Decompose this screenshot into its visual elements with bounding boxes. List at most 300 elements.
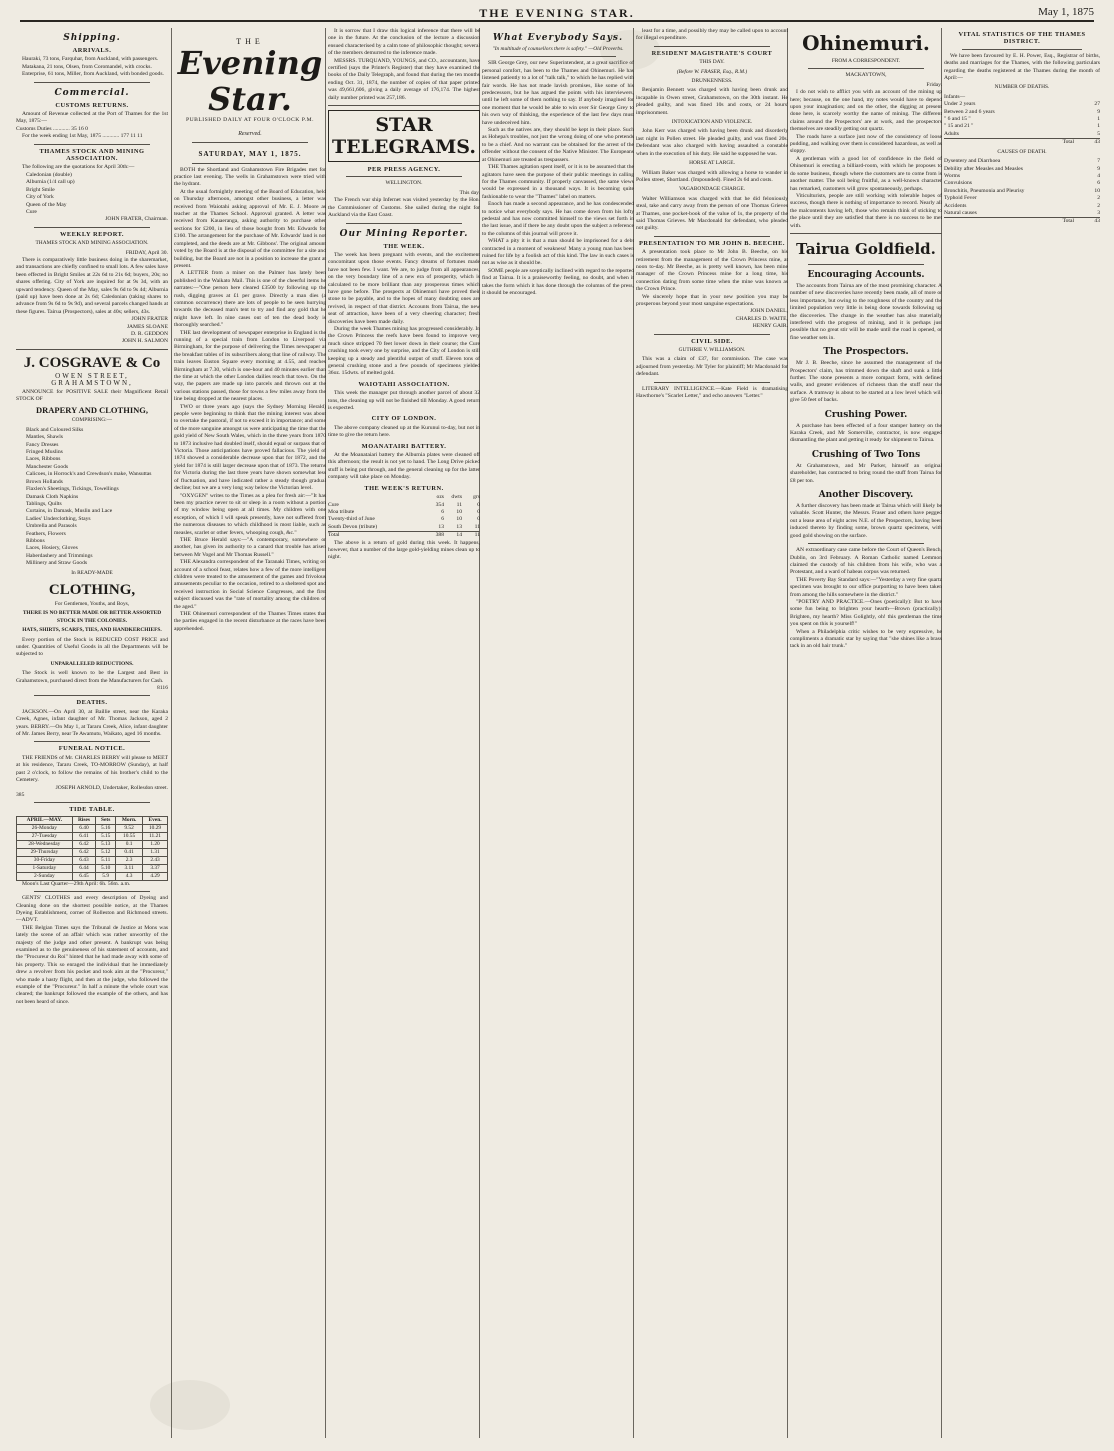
table-cell: 1-Saturday [17,864,73,872]
weekly-report-heading: WEEKLY REPORT. [59,230,125,238]
table-total: 388 [435,532,444,539]
table-cell: 29-Thursday [17,848,73,856]
week-text: During the week Thames mining has progressed considerably. In the Crown Princess the reefs have been found to improve very much since stripped 70 feet lower down in their course; the Cure crushing took every one by surprise, and the City of London is still keeping up a steady and plentiful output of stuff. Eleven tons of general crushing stone and a few pounds of specimens yielded 36oz. 15dwts. of melted gold. [328,325,480,377]
table-cell: 10 [456,516,462,523]
table-cell: Accidents [944,202,967,209]
press-agency: PER PRESS AGENCY. [367,166,441,174]
ohinemuri-text: A gentleman with a good lot of confidence in the field of Ohinemuri is erecting a billiard-room, with which he proposes to do some business, though where the customers are to come from is another matter. The soil being fruitful, as a well-known character has remarked, customers will grow spontaneously, perhaps. [790,155,942,192]
list-item: Calicoes, in Horrock's and Crewdson's make, Wansuttas [26,471,152,478]
table-cell: 1.20 [143,840,168,848]
encouraging-text: The accounts from Tairua are of the most promising character. A number of new discoveries have recently been made, all of more or less importance, but owing to the roughness of the country and the limited population very little is being done towards following up the discoveries. The change in the weather has also materially interfered with the progress of mining, and it is perhaps just possible that no great stir will be made until the road is opened, or fine weather sets in. [790,282,942,341]
news-paragraph: THE Alexandra correspondent of the Taranaki Times, writing on account of a school feast, relates how a few of the more intelligent children were treated to the amusement of the games and frivolous amusements peculiar to the occasion, retired to a sheltered spot and received instruction in Social Science Congresses, and the first subject discussed was the "rate of mortality among the children of the aged." [174,559,326,610]
belgian-times-story: THE Belgian Times says the Tribunal de Justice at Mons was lately the scene of an affair which was rather unworthy of the majesty of the judge and other present. A bankrupt was being examined as to the genuineness of his statement of accounts, and the "Procureur du Roi" hinted that he had made away with some of his property. This so enraged the individual that he immediately drew a revolver from his pocket and took aim at the "Procureur," who made a hasty flight, and then at the judge, who followed the example of the "Procureur." In half a minute the whole court was cleared; the bankrupt followed the example of the others, and has not been heard of since. [16,924,168,1005]
motto: "In multitude of counsellors there is safety." —Old Proverbs. [492,46,624,52]
list-item: Laces, Ribbons [26,456,61,463]
list-item: Curtains, in Damask, Muslin and Lace [26,508,113,515]
table-cell: 0 [477,501,480,508]
cosgrave-reduced: Every portion of the Stock is REDUCED COST PRICE and under. Quantities of Useful Goods in all the Departments will be subjected to [16,636,168,658]
table-row [17,856,168,864]
paper-stain [600,30,660,70]
table-cell: Bronchitis, Pneumonia and Pleurisy [944,187,1025,194]
customs-line: Customs Duties ............ 35 16 0 [16,125,88,132]
weeks-return-heading: THE WEEK'S RETURN. [364,484,444,492]
table-cell: 9 [1097,165,1100,172]
table-cell: Cure [328,501,339,508]
table-cell: 0 [477,508,480,515]
table-header: dwts [451,494,462,501]
column-divider [171,28,172,1438]
table-total: 14 [456,532,462,539]
civil-text: This was a claim of £37, for commission. The case was adjourned from yesterday. Mr Tyler for plaintiff; Mr Macdonald for defendant. [636,356,788,378]
table-cell: 11.21 [143,832,168,840]
table-cell: 0 [477,516,480,523]
weekly-report-sub: THAMES STOCK AND MINING ASSOCIATION. [35,240,149,247]
news-paragraph: THE last development of newspaper enterprise in England is the running of a special train from London to Liverpool via Birmingham, for the purpose of delivering the Times newspaper at the breakfast tables of its subscribers along that line of railway. The train leaves Euston Square every morning at 4.55, and reaches Birmingham at 7.30, which is one-hour and 40 minutes earlier than the time at which the other London dailies reach that town. On the way, the papers are made up into parcels and thrown out at the various stations passed, those for towns a few miles away from the line being dropped at the nearest places. [174,329,326,403]
column-3 [328,28,480,1443]
table-cell: 2 [1097,195,1100,202]
signer: JOHN DANIEL, [750,308,788,315]
news-paragraph: SIR George Grey, our new Superintendent, at a great sacrifice of personal comfort, has been to the Thames and Ohinemuri. He has listened patiently to a lot of "talk talk," to which he has replied with fair words. He has not made lavish promises, like some of his predecessors, but he has argued the points with his interviewers, until he left some of them nothing to say. If anybody imagined for one moment that he would be able to win over Sir George Grey to his own way of thinking, the experience of the last few days must have undeceived him. [482,60,634,126]
table-cell: 5.12 [96,848,116,856]
cosgrave-ready: In READY-MADE [71,569,113,576]
table-cell: 6 [441,516,444,523]
news-paragraph: SOME people are sceptically inclined with regard to the reported find at Tairua. It is a praiseworthy feeling, no doubt, and when it takes the form which it has done through the columns of the press, it should be encouraged. [482,267,634,296]
the-week-heading: THE WEEK. [383,242,425,250]
table-cell: Adults [944,130,959,137]
presentation-signers [636,308,788,330]
another-discovery-heading: Another Discovery. [818,490,914,501]
commercial-heading: Commercial. [54,87,130,98]
news-paragraph: THE Poverty Bay Standard says:—"Yesterday a very fine quartz specimen was brought to our office purporting to have been taken from among the hills somewhere in the district." [790,576,942,598]
vagrant-text: Walter Williamson was charged with that he did feloniously steal, take and carry away from the person of one Thomas Grieves at Thames, one pocket-book of the value of 1s, the property of the said Thomas Grieves. Mr Macdonald for defendant, who pleaded not guilty. [636,195,788,232]
news-paragraph: At the usual fortnightly meeting of the Board of Education, held on Thursday afternoon, amongst other business, a letter was received from Waiotahi asking approval of Mr. E. J. Moore as teacher at the Thames School. Approval granted. A letter was received from Kauaeranga, asking authority to purchase other sections for £200, in lieu of those bought from Mr. Edwards for £160. The arrangement for the purchase of Mr. Edwards' land is not completed, and the deeds are at Mr. Gibbons'. The original amount voted by the Board is at the disposal of the committee for a site and building, but the Board are not in a position to increase the grant at present. [174,188,326,269]
page-header-title: THE EVENING STAR. [479,6,635,20]
table-cell: Typhoid Fever [944,195,977,202]
civil-case: GUTHRIE V. WILLIAMSON. [678,347,746,354]
list-item: Laces, Hosiery, Gloves [26,545,78,552]
vital-statistics-heading: VITAL STATISTICS OF THE THAMES DISTRICT. [958,31,1086,46]
table-cell: 2.3 [116,856,143,864]
table-cell: 6 [1097,180,1100,187]
week-text: The week has been pregnant with events, and the excitement concomitant upon those events. Fancy dreams of fortunes made have not been few. I want. We are, to judge from all appearances, on the very boundary line of a new era of prosperity, which is calculated to be more brilliant than any prosperous times which have gone before. The prospects at Ohinemuri have proved their stone to be payable, and to the hopes of many doubting ones are revived, in respect of that district. Accounts from Tairua, the new seat of attraction, have been of a very cheering character; fresh discoveries have been made daily. [328,251,480,325]
table-row [944,109,1100,116]
star-telegrams-heading: STAR TELEGRAMS. [328,110,480,162]
arrival-item: Enterprise, 61 tons, Miller, from Auckland, with bonded goods. [22,71,164,78]
page-header [20,6,1094,22]
customs-heading: CUSTOMS RETURNS. [55,101,129,109]
cosgrave-ad-drapery: DRAPERY AND CLOTHING, [35,405,149,416]
signer: CHARLES D. WAITE, [735,315,788,322]
table-cell: Natural causes [944,209,977,216]
tide-table [16,816,168,881]
court-heading: RESIDENT MAGISTRATE'S COURT [651,49,773,57]
table-header: grs [473,494,480,501]
deaths-table [944,101,1100,146]
table-cell: 1 [1097,123,1100,130]
table-cell: 4.3 [116,872,143,880]
list-item: Feathers, Flowers [26,530,66,537]
table-cell: 2-Sunday [17,872,73,880]
funeral-text: THE FRIENDS of Mr. CHARLES BERRY will please to MEET at his residence, Tararu Creek, TO-MORROW (Sunday), at half past 2 o'clock, to follow the remains of his brother's child to the Cemetery. [16,754,168,784]
cosgrave-unparalleled: UNPARALLELED REDUCTIONS. [50,660,134,667]
crushing-power-text: A purchase has been effected of a four stamper battery on the Karaka Creek, and Mr Somerville, contractor, is now engaged dismantling the plant and getting it ready for shipment to Tairua. [790,422,942,444]
table-cell: 0.41 [116,848,143,856]
ohinemuri-text: I do not wish to afflict you with an account of the mining up here; because, on the one hand, my notes would have to depend upon your imagination; and on the other, the digging at present done here, is scarcely worthy the name of mining. The different claims around the Prospectors' are at work, and the prospectors themselves are steadily getting out quartz. [790,89,942,133]
table-cell: 7 [1097,158,1100,165]
presentation-text: We sincerely hope that in your new position you may be prosperous beyond your most sanguine expectations. [636,293,788,307]
table-cell: " 15 and 21 " [944,123,974,130]
stock-row: Queen of the May [26,201,67,208]
ohinemuri-text: Viticulturists, people are still working with tolerable hopes of success, though there is nothing of importance to record. Nearly all the malcontents having left, those who remain think of sticking to the place until they are satisfied that there is no success to be met with. [790,192,942,229]
table-header [328,494,426,501]
table-cell: 5.11 [96,856,116,864]
list-item: Fringed Muslins [26,449,63,456]
tide-table-heading: TIDE TABLE. [69,806,115,814]
vital-statistics-intro: We have been favoured by E. H. Power, Esq., Registrar of births, deaths and marriages for the Thames, with the following particulars regarding the deaths registered at the Thames during the month of April:— [944,52,1100,82]
table-cell: Debility after Measles and Measles [944,165,1023,172]
table-cell: 27-Tuesday [17,832,73,840]
causes-heading: CAUSES OF DEATH. [997,148,1047,155]
two-tons-heading: Crushing of Two Tons [811,449,921,460]
table-cell: Between 2 and 6 years [944,108,995,115]
court-this-day: THIS DAY. [699,59,725,66]
table-row [17,840,168,848]
table-cell: 13 [456,523,462,530]
cosgrave-ad-address: OWEN STREET, GRAHAMSTOWN, [51,371,133,388]
table-cell: South Devon (tribute) [328,523,378,530]
customs-text: Amount of Revenue collected at the Port of Thames for the 1st May, 1875:— [16,111,168,125]
wellington-this-day: This day. [459,189,480,196]
drunkenness-heading: DRUNKENNESS. [691,78,733,85]
news-paragraph: least for a time, and possibly they may be called upon to account for illegal expenditure. [636,28,788,42]
list-item: Black and Coloured Silks [26,426,84,433]
page-header-date: May 1, 1875 [1038,6,1094,18]
table-cell: 27 [1094,101,1100,108]
table-total: 43 [1094,218,1100,225]
table-row [944,180,1100,187]
prospectors-text: Mr J. B. Beeche, since he assumed the management of the Prospectors' claim, has trimmed down the shaft and sunk a little further. The stone presents a more compact form, with defined walls, and greater evidences of richness than the stuff near the surface. A tramway is about to be started at a low level which will give 50 feet of backs. [790,360,942,404]
cosgrave-ad-comprising: COMPRISING:— [71,417,113,424]
news-paragraph: It is sorrow that I draw this logical inference that there will be one in the future. At the conclusion of the lecture a discussion ensued characterised by a calm tone of philosophic thought; several of the members demurred to the inference made. [328,28,480,57]
returns-note: The above is a return of gold during this week. It happens, however, that a number of the large gold-yielding mines clean up to night. [328,539,480,561]
arrivals-heading: ARRIVALS. [72,47,112,54]
masthead-block [174,38,326,138]
table-cell: 1 [1097,116,1100,123]
table-cell: 10 [1094,187,1100,194]
list-item: Mantles, Shawls [26,434,63,441]
list-item: Ribbons [26,537,45,544]
table-cell: 5.16 [96,824,116,832]
list-item: Damask Cloth Napkins [26,493,79,500]
table-cell: 2 [1097,202,1100,209]
column-4 [482,28,634,1443]
weekly-signers [16,316,168,346]
table-row [17,848,168,856]
table-row [944,195,1100,202]
table-total: Total [328,532,340,539]
tide-moon: Moon's Last Quarter—29th April: 6h. 56m. a.m. [22,880,131,887]
table-row [944,158,1100,165]
stock-row: Alburnia (1/4 call up) [26,179,75,186]
another-discovery-text: A further discovery has been made at Tairua which will likely be valuable. Scott Hunter, the Messrs. Fraser and others have pegged out a lease area of eight acres N.E. of the Prospectors, having been induced thereto by finding some, brown quartz specimens, with good gold showing on the surface. [790,503,942,539]
table-cell: 26-Monday [17,824,73,832]
list-item: Fancy Dresses [26,441,59,448]
signer: HENRY GAIR. [752,323,788,330]
presentation-heading: PRESENTATION TO MR JOHN B. BEECHE. [639,239,785,247]
cosgrave-hats: HATS, SHIRTS, SCARFS, TIES, AND HANDKERCHIEFS. [22,627,162,634]
table-header: ozs [436,494,444,501]
weekly-report-date: FRIDAY, April 30. [125,249,168,256]
table-cell: 5.9 [96,872,116,880]
table-row [944,166,1100,173]
table-row [328,516,480,523]
news-paragraph: Such as the natives are, they should be kept in their place. Such as Hohepa's troubles, not just the wrong doing of one who pretends to be a chief. And no warrant can be obtained for the arrest of the offender without the consent of the Native Minister. The Europeans at Ohinemuri are treated as trespassers. [482,127,634,163]
table-cell: Dysentery and Diarrhoea [944,158,1001,165]
table-total: Total [1062,139,1074,146]
stock-row: Cure [26,208,37,215]
news-paragraph: "POETRY AND PRACTICE.—Ones (poetically): But to have some fun being to brighten your hearth—Brown (practically): Brighten, my hearth? Miss Golightly, oh! this gentleman the time you spent on this is yourself!" [790,598,942,628]
table-cell: 5 [1097,130,1100,137]
table-cell: 9 [1097,108,1100,115]
stock-row: Bright Smile [26,186,55,193]
publication-note: PUBLISHED DAILY AT FOUR O'CLOCK P.M. [185,117,314,124]
table-cell: 6.40 [72,824,95,832]
table-cell: 3.37 [143,864,168,872]
column-2 [174,28,326,1443]
table-cell: 30-Friday [17,856,73,864]
table-cell: 6.41 [72,832,95,840]
list-item: Flaxlen's Sheetings, Tickings, Towellings [26,486,119,493]
cosgrave-code: 8116 [157,685,168,692]
table-total: 43 [1094,139,1100,146]
correspondent-note: FROM A CORRESPONDENT. [831,58,901,64]
tairua-goldfield-heading: Tairua Goldfield. [796,239,936,258]
table-total: Total [1062,218,1074,225]
table-row [17,832,168,840]
table-cell: 3 [1097,209,1100,216]
table-cell: Under 2 years [944,101,976,108]
wellington-heading: WELLINGTON. [385,180,423,187]
cosgrave-item-list [16,427,168,568]
customs-week: For the week ending 1st May, 1875 ............ 177 11 11 [22,133,143,140]
list-item: Haberdashery and Trimmings [26,552,93,559]
deaths-heading: DEATHS. [76,699,108,707]
ohinemuri-heading: Ohinemuri. [802,31,930,55]
table-cell: 9.52 [116,824,143,832]
signer: D. R. GEDDON [131,331,168,337]
prospectors-heading: The Prospectors. [823,347,909,358]
city-of-london-heading: CITY OF LONDON. [371,415,437,423]
two-tons-text: At Grahamstown, and Mr Parker, himself an original shareholder, has contracted to bring round the stuff from Tairua for £8 per ton. [790,462,942,484]
table-cell: 1.31 [143,848,168,856]
gents-clothes-notice: GENTS' CLOTHES and every description of Dyeing and Cleaning done on the shortest possible notice, at the Thames Dyeing Establishment, corner of Rolleston and Richmond streets.—ADVT. [16,895,168,924]
encouraging-heading: Encouraging Accounts. [807,269,925,280]
table-cell: 6.44 [72,864,95,872]
table-row [944,173,1100,180]
table-cell: 2.43 [143,856,168,864]
table-row [944,131,1100,139]
news-paragraph: When a Philadelphia critic wishes to be very expressive, he compliments a dramatic star by saying that "she shines like a brass tack in an old hair trunk." [790,628,942,650]
table-cell: 6 [441,508,444,515]
news-paragraph: THE Thames agitation spent itself, or it is to be assumed that the agitators have seen the purpose of their public meetings in calling for the Thames community. If properly canvassed, the same views would be expressed in a thousand ways. It is becoming quite fashionable to wear the "Thames" label on matters. [482,164,634,200]
list-item: Ladies' Underclothing, Stays [26,515,91,522]
funeral-signature: JOSEPH ARNOLD, Undertaker, Rollesdon street. [55,784,168,791]
table-cell: 11 [474,523,480,530]
table-cell: 6.45 [72,872,95,880]
stock-text: The following are the quotations for April 30th:— [22,164,135,171]
column-5 [636,28,788,1443]
table-cell: 5.13 [96,840,116,848]
news-paragraph: TWO or three years ago (says the Sydney Morning Herald) people were beginning to think that the mining interest was about to overtake the pastoral, if not to exceed it in importance; and some of the more sanguine amongst us were anticipating the time that the gold yield of New South Wales, which in the three years from 1870 to 1873 inclusive had doubled itself, should equal or surpass that of Victoria. Those anticipations have proved fallacious. The yield of 1874 showed a considerable decrease upon that for 1872, and the yield for 1874 is still larger decrease upon that of 1873. The returns for Victoria during the last three years have shown somewhat less of fluctuation, and have indicated rather a steady though gradual decline; but we are a very long way below the Victorian level. [174,403,326,492]
intox-heading: INTOXICATION AND VIOLENCE. [671,119,753,126]
causes-table [944,158,1100,226]
news-paragraph: BOTH the Shortland and Grahamstown Fire Brigades met for practice last evening. The wells in Grahamstown were tried with the hydrant. [174,166,326,188]
table-total: 11 [474,532,480,539]
cosgrave-clothing: CLOTHING, [48,581,136,598]
mackaytown-heading: MACKAYTOWN, [845,72,887,79]
table-cell: 4.29 [143,872,168,880]
column-6 [790,28,942,1443]
cosgrave-ad-name: J. COSGRAVE & Co [23,354,161,371]
news-paragraph: THE Ohinemuri correspondent of the Thames Times states that the parties engaged in the recent disturbance at the races have been apprehended. [174,611,326,632]
list-item: Umbrella and Parasols [26,523,77,530]
table-row [944,116,1100,123]
table-row [944,188,1100,195]
table-cell: 10 [456,508,462,515]
news-paragraph: AN extraordinary case came before the Court of Queen's Bench, Dublin, on 3rd February. A Roman Catholic named Lemmon claimed the custody of his children from his wife, who was a Protestant, and a ward of habeas corpus was returned. [790,547,942,576]
weekly-report-text: There is comparatively little business doing in the sharemarket, and transactions are chiefly confined to small lots. A few sales have been effected in Bright Smiles at 22s 6d to 21s 6d; buyers, 20s; no shares offering. City of York are inquired for at 9s 3d, with an upward tendency. Queen of the May, sales 9s 6d to 9s 4d; Alburnia (paid up) have been done at 2s 6d; Caledonian (taking shares to advance from 9s 6d to 9s 9d), and several parcels changed hands at these figures. Tairua (Prospectors), sales at 40s; sellers, 43s. [16,256,168,315]
table-cell: " 6 and 15 " [944,116,971,123]
number-of-deaths-heading: NUMBER OF DEATHS. [994,84,1050,91]
wellington-text: The French war ship Infernet was visited yesterday by the Hon. the Commissioner of Customs. She sailed during the night for Auckland via the East Coast. [328,197,480,219]
table-cell: 354 [435,501,444,508]
tide-header: APRIL—MAY. [17,816,73,824]
crushing-power-heading: Crushing Power. [824,409,908,420]
table-row [944,203,1100,210]
table-cell: Moa tribute [328,508,355,515]
paper-stain [150,1380,230,1430]
table-cell: 13 [438,523,444,530]
signer: JAMES SLOANE [126,323,168,330]
civil-side-heading: CIVIL SIDE. [691,337,733,345]
cosgrave-ad-text: ANNOUNCE for POSITIVE SALE their Magnificent Retail STOCK OF [16,388,168,403]
list-item: Tablings, Quilts [26,500,62,507]
table-cell: 6.43 [72,856,95,864]
table-cell: 0.1 [116,840,143,848]
stock-list [16,172,168,216]
shipping-heading: Shipping. [63,33,121,43]
cosgrave-for: For Gentlemen, Youths, and Boys, [54,600,130,607]
news-paragraph: "OXYGEN" writes to the Times as a plea for fresh air:—"It has been my practice never to sit or sleep in a room without a portion of my window being open at all times. My children with one exception, of which I will speak presently, have not suffered from the numerous diseases to which childhood is most liable, such as measles, scarlet or other fevers, whooping cough, &c." [174,492,326,536]
funeral-heading: FUNERAL NOTICE. [58,745,126,753]
intox-text: John Kerr was charged with having been drunk and disorderly last night in Pollen street. He pleaded guilty, and was fined 20s. Defendant was also charged with having assaulted a constable when in the execution of his duty. He said he supposed he was. [636,128,788,157]
stock-signature: JOHN FRATER, Chairman. [105,216,168,223]
tide-header: Morn. [116,816,143,824]
stock-row: Caledonian (double) [26,171,72,178]
table-cell: 6.42 [72,840,95,848]
court-before: (Before W. FRASER, Esq., R.M.) [676,68,748,75]
table-row [17,872,168,880]
table-cell: Twenty-third of June [328,516,375,523]
list-item: Brown Hollands [26,478,63,485]
table-cell: 4 [1097,172,1100,179]
table-row [944,123,1100,130]
table-cell: 28-Wednesday [17,840,73,848]
news-paragraph: THE Bruce Herald says:—"A contemporary, somewhere or another, has given its authority to a canard that trouble has arisen between Mr Vogel and Mr Thomas Russell." [174,536,326,558]
table-cell: 5.15 [96,832,116,840]
newspaper-name: Evening Star. [177,44,323,119]
table-row [944,210,1100,218]
friday-note: Friday. [926,81,942,88]
issue-dateline: SATURDAY, MAY 1, 1875. [198,150,302,159]
drunkenness-text: Benjamin Bennett was charged with having been drunk and incapable in Owen street, Grahamstown, on the 30th instant. He pleaded guilty, and was fined 10s and costs, or 24 hours' imprisonment. [636,87,788,116]
literary-intelligence: LITERARY INTELLIGENCE.—Kate Field is dramatising Hawthorne's "Scarlet Letter," and echo answers "Letter." [636,385,788,400]
news-paragraph: MESSRS. TURQUAND, YOUNGS, and CO., accountants, have certified (says the Printer's Register) that they have examined the books of the Daily Telegraph, and found that during the ten months ending Oct. 31, 1874, the number of copies of that paper printed was 49,661,606, giving a daily average of 176,174. The highest daily number printed was 257,186. [328,57,480,101]
table-row [328,524,480,532]
table-row [17,864,168,872]
waiotahi-heading: WAIOTAHI ASSOCIATION. [358,380,450,388]
stock-row: City of York [26,194,54,201]
tide-header: Rises [72,816,95,824]
news-paragraph: A LETTER from a miner on the Palmer has lately been published in the Waikato Mail. This is one of the cheerful items he narrates:—"One person here cleared £3500 by following up the rush, digging graves at £1 per grave. Directly a man dies (a common occurrence) there are lots of people to be seen hurrying towards the deceased man's tent to try and find any gold that he might have left. In nine cases out of ten the dead body is thoroughly searched." [174,270,326,329]
list-item: Millinery and Straw Goods [26,560,88,567]
news-paragraph: WHAT a pity it is that a man should be imprisoned for a debt contracted in a moment of weakness! Many a young man has been ruined for life by a foolish act of this kind. The law in such cases is not as wise as it should be. [482,238,634,267]
deaths-text: JACKSON.—On April 30, at Baillie street, near the Karaka Creek, Agnes, infant daughter of Mr. Thomas Jackson, aged 2 years. BERRY.—On May 1, at Tararu Creek, Alice, infant daughter of Mr. James Berry, near Te Awamutu, Waikato, aged 16 months. [16,708,168,738]
horse-text: William Baker was charged with allowing a horse to wander in Pollen street, Shortland. (Impounded). Fined 2s 6d and costs. [636,169,788,183]
vagrant-heading: VAGABONDAGE CHARGE. [678,186,746,193]
ohinemuri-text: The roads have a surface just now of the consistency of loose pudding, and walking over them is considered hazardous, as well as sloppy. [790,133,942,155]
signer: JOHN FRATER [131,316,168,323]
table-cell: 11 [456,501,462,508]
table-cell: 10.29 [143,824,168,832]
stock-heading: THAMES STOCK AND MINING ASSOCIATION. [39,147,145,163]
cosgrave-notbetter: THERE IS NO BETTER MADE OR BETTER ASSORTED STOCK IN THE COLONIES. [22,610,162,624]
table-cell: 10.55 [116,832,143,840]
weeks-return-table [328,494,480,539]
masthead-the: THE [236,37,264,46]
moanataiari-text: At the Moanataiari battery the Alburnia plates were cleaned off this afternoon; the result is not yet to hand. The Long Drive picked stuff is being put through, and the general cleaning up for the latter company will take place on Monday. [328,452,480,481]
infants-label: Infants— [944,93,966,100]
table-cell: Convulsions [944,180,972,187]
table-cell: 3.11 [116,864,143,872]
table-cell: 5.10 [96,864,116,872]
arrival-item: Hauraki, 73 tons, Farquhar, from Auckland, with passengers. [22,56,159,63]
news-paragraph: Enoch has made a second appearance, and he has condescended to notice what everybody says. He has come down from his lofty pedestal and has now committed himself to the views set forth in the last issue, and if there be any doubt upon the subject a reference to the columns of this journal will prove it. [482,201,634,237]
city-of-london-text: The above company cleaned up at the Kurunui to-day, but not in time to give the return here. [328,424,480,439]
table-cell: 6.42 [72,848,95,856]
cosgrave-footer: The Stock is well known to be the Largest and Best in Grahamstown, purchased direct from the Manufacturers for Cash. [16,670,168,684]
column-7 [944,28,1100,1443]
table-cell: Worms [944,172,961,179]
table-row [17,824,168,832]
what-everybody-says-heading: What Everybody Says. [492,33,624,43]
arrival-item: Matakana, 21 tons, Olsen, from Coromandel, with crocks. [22,63,152,70]
reserved-note: Reserved. [238,130,262,137]
list-item: Manchester Goods [26,463,69,470]
column-1 [16,28,168,1443]
mining-reporter-heading: Our Mining Reporter. [339,228,469,239]
tide-header: Sets [96,816,116,824]
presentation-text: A presentation took place to Mr John B. Beeche, on his retirement from the management of the Crown Princess mine, at noon to-day. Mr Beeche, as is pretty well known, has been mine manager of the Crown Princess mine for a long time, his connection dating from some time when the mine was known as the Crown Prince. [636,249,788,293]
waiotahi-text: This week the manager put through another parcel of about 32 tons, the cleaning up will not be finished till Monday. A good return is expected. [328,390,480,412]
moanataiari-heading: MOANATAIRI BATTERY. [361,442,447,450]
horse-heading: HORSE AT LARGE. [689,160,735,167]
funeral-code: 385 [16,791,25,798]
signer: JOHN H. SALMON [121,338,168,345]
table-row [328,502,480,509]
table-row [944,101,1100,108]
tide-header: Even. [143,816,168,824]
